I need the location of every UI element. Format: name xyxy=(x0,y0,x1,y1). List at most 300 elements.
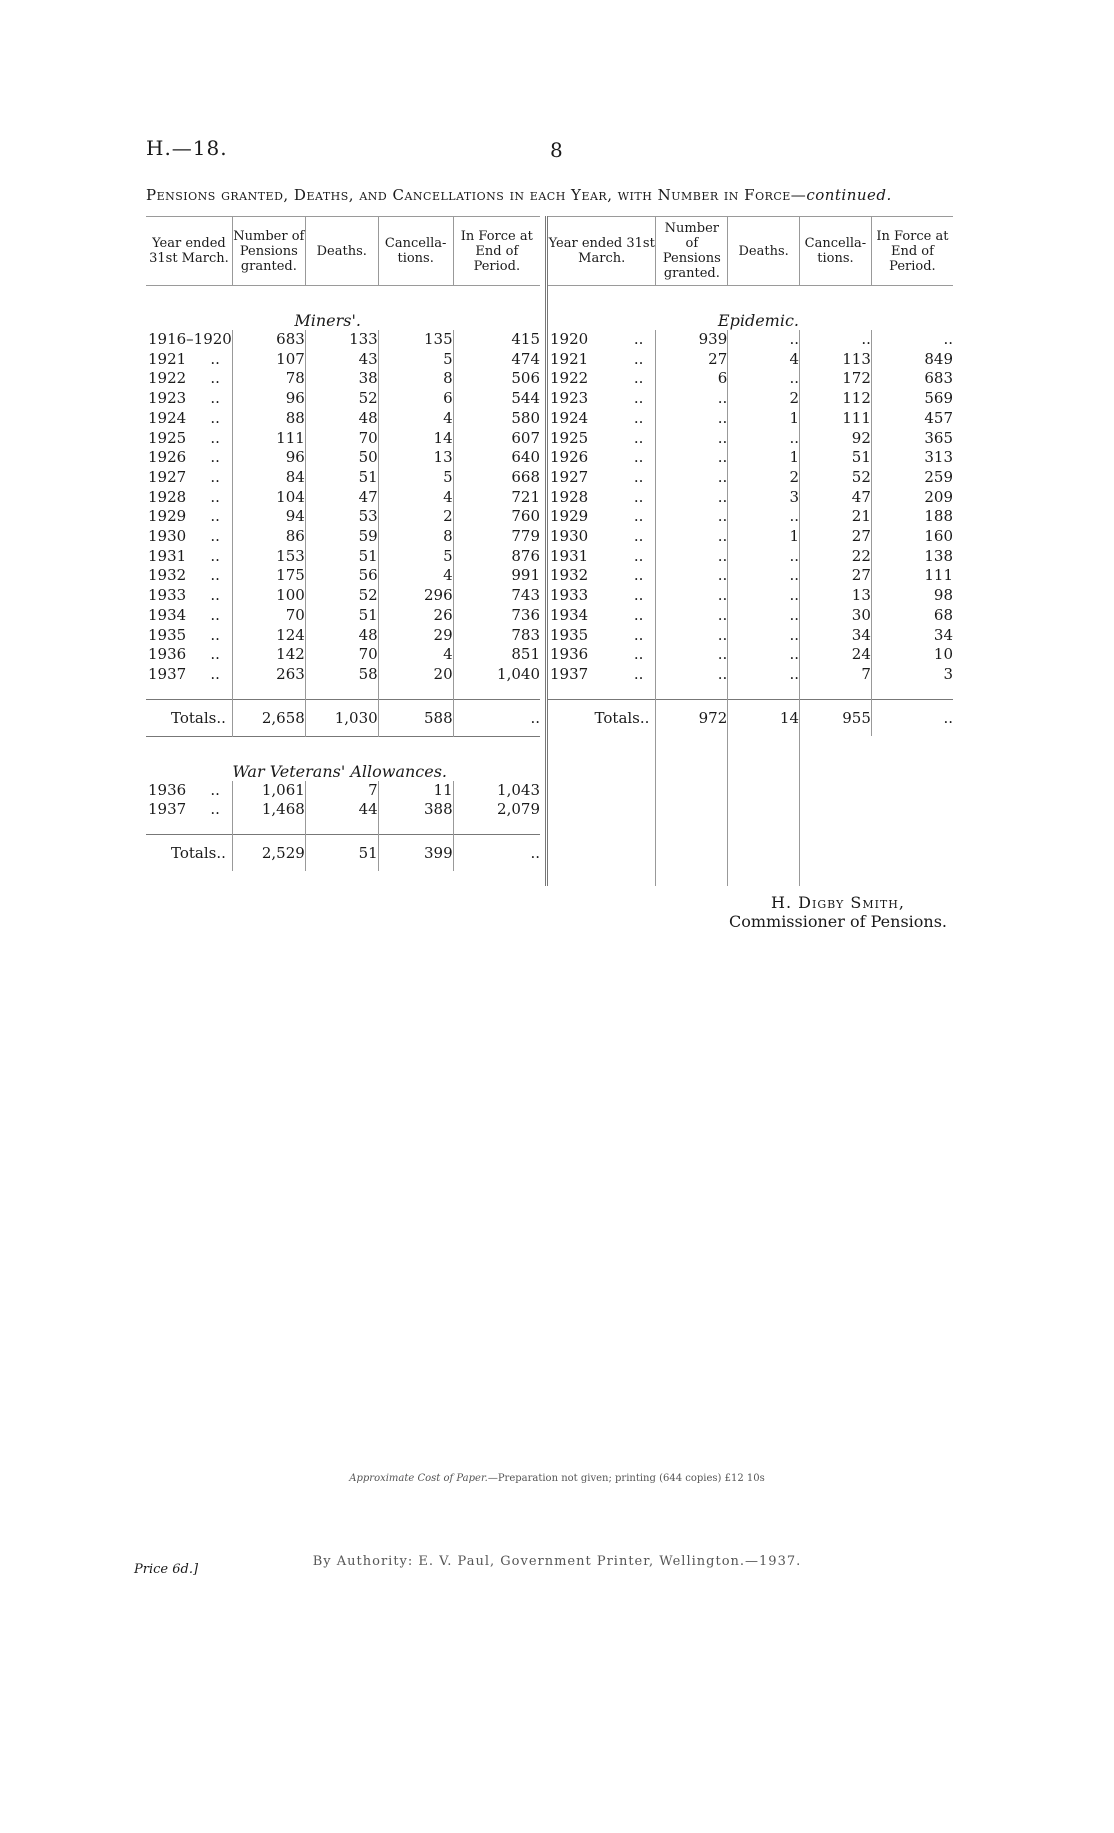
year-cell xyxy=(547,369,656,389)
year-cell xyxy=(146,665,232,685)
granted-cell: 107 xyxy=(232,350,305,370)
granted-cell: 100 xyxy=(232,586,305,606)
epidemic-row xyxy=(547,350,954,370)
epidemic-row xyxy=(547,547,954,567)
granted-cell: .. xyxy=(656,626,728,646)
year-value: 1928 xyxy=(148,487,187,506)
epidemic-row xyxy=(547,409,954,429)
deaths-cell: .. xyxy=(728,586,800,606)
year-cell xyxy=(547,586,656,606)
cancellations-cell: 135 xyxy=(378,330,453,350)
granted-cell: .. xyxy=(656,507,728,527)
year-value: 1934 xyxy=(148,605,187,624)
deaths-cell: .. xyxy=(728,547,800,567)
cancellations-cell: 26 xyxy=(378,606,453,626)
epidemic-row xyxy=(547,586,954,606)
leader-dots: .. xyxy=(210,625,220,644)
granted-cell: 70 xyxy=(232,606,305,626)
cancellations-cell: 92 xyxy=(800,429,872,449)
col-header-deaths: Deaths. xyxy=(305,217,378,286)
deaths-cell: .. xyxy=(728,665,800,685)
leader-dots: .. xyxy=(210,389,220,408)
granted-cell: .. xyxy=(656,389,728,409)
year-value: 1935 xyxy=(550,625,589,644)
epidemic-totals-row xyxy=(547,699,954,736)
in-force-cell: 2,079 xyxy=(453,800,540,820)
year-cell xyxy=(547,665,656,685)
totals-cancellations: 399 xyxy=(378,835,453,872)
year-cell xyxy=(146,586,232,606)
deaths-cell: 1 xyxy=(728,409,800,429)
miners-row xyxy=(146,586,540,606)
epidemic-section-title: Epidemic. xyxy=(717,311,800,330)
cancellations-cell: 113 xyxy=(800,350,872,370)
miners-row xyxy=(146,389,540,409)
leader-dots: .. xyxy=(633,369,644,388)
in-force-cell: 721 xyxy=(453,488,540,508)
cancellations-cell: 2 xyxy=(378,507,453,527)
totals-cancellations: 955 xyxy=(800,699,872,736)
in-force-cell: 849 xyxy=(871,350,953,370)
year-cell xyxy=(146,369,232,389)
signatory-name: H. Digby Smith, xyxy=(771,893,905,912)
in-force-cell: 779 xyxy=(453,527,540,547)
year-value: 1933 xyxy=(148,586,187,605)
epidemic-row xyxy=(547,507,954,527)
in-force-cell: 188 xyxy=(871,507,953,527)
epidemic-row xyxy=(547,566,954,586)
year-value: 1928 xyxy=(550,487,589,506)
in-force-cell: 138 xyxy=(871,547,953,567)
miners-row xyxy=(146,665,540,685)
in-force-cell: 668 xyxy=(453,468,540,488)
leader-dots: .. xyxy=(633,645,644,664)
year-cell xyxy=(146,626,232,646)
granted-cell: .. xyxy=(656,429,728,449)
year-value: 1927 xyxy=(148,467,187,486)
cancellations-cell: 24 xyxy=(800,645,872,665)
year-cell xyxy=(547,606,656,626)
war-veterans-totals-row xyxy=(146,835,540,872)
cancellations-cell: .. xyxy=(800,330,872,350)
in-force-cell: 209 xyxy=(871,488,953,508)
totals-label: Totals.. xyxy=(547,699,656,736)
granted-cell: 84 xyxy=(232,468,305,488)
cancellations-cell: 51 xyxy=(800,448,872,468)
deaths-cell: 53 xyxy=(305,507,378,527)
year-cell xyxy=(146,389,232,409)
year-cell xyxy=(146,448,232,468)
col-header-cancellations: Cancella- tions. xyxy=(378,217,453,286)
in-force-cell: .. xyxy=(871,330,953,350)
year-value: 1926 xyxy=(148,448,187,467)
page-number: 8 xyxy=(550,138,563,162)
granted-cell: 104 xyxy=(232,488,305,508)
cancellations-cell: 388 xyxy=(378,800,453,820)
war-veterans-row xyxy=(146,800,540,820)
year-value: 1935 xyxy=(148,625,187,644)
deaths-cell: 133 xyxy=(305,330,378,350)
title-main: Pensions granted, Deaths, and Cancellations in each Year, with Number in Force— xyxy=(146,186,807,204)
year-cell xyxy=(547,429,656,449)
cancellations-cell: 34 xyxy=(800,626,872,646)
miners-row xyxy=(146,429,540,449)
year-cell xyxy=(547,547,656,567)
totals-cancellations: 588 xyxy=(378,699,453,736)
year-cell xyxy=(547,626,656,646)
granted-cell: .. xyxy=(656,566,728,586)
in-force-cell: 34 xyxy=(871,626,953,646)
year-value: 1924 xyxy=(148,408,187,427)
cancellations-cell: 6 xyxy=(378,389,453,409)
granted-cell: 96 xyxy=(232,389,305,409)
deaths-cell: .. xyxy=(728,566,800,586)
epidemic-row xyxy=(547,389,954,409)
deaths-cell: 4 xyxy=(728,350,800,370)
cancellations-cell: 7 xyxy=(800,665,872,685)
totals-granted: 2,529 xyxy=(232,835,305,872)
granted-cell: 153 xyxy=(232,547,305,567)
year-value: 1924 xyxy=(550,408,589,427)
granted-cell: 88 xyxy=(232,409,305,429)
year-cell xyxy=(146,409,232,429)
leader-dots: .. xyxy=(633,408,644,427)
miners-row xyxy=(146,547,540,567)
cancellations-cell: 27 xyxy=(800,566,872,586)
leader-dots: .. xyxy=(210,369,220,388)
miners-row xyxy=(146,350,540,370)
epidemic-row xyxy=(547,330,954,350)
leader-dots: .. xyxy=(633,625,644,644)
totals-label: Totals.. xyxy=(146,699,232,736)
year-value: 1936 xyxy=(148,645,187,664)
granted-cell: .. xyxy=(656,468,728,488)
in-force-cell: 876 xyxy=(453,547,540,567)
right-table-header xyxy=(547,217,954,286)
cost-label: Approximate Cost of Paper. xyxy=(349,1473,488,1484)
miners-row xyxy=(146,566,540,586)
deaths-cell: 70 xyxy=(305,429,378,449)
year-cell xyxy=(547,350,656,370)
cost-text: —Preparation not given; printing (644 copies) £12 10s xyxy=(487,1473,765,1484)
granted-cell: 86 xyxy=(232,527,305,547)
year-cell xyxy=(146,527,232,547)
leader-dots: .. xyxy=(210,566,220,585)
granted-cell: 939 xyxy=(656,330,728,350)
miners-rows xyxy=(146,330,540,685)
epidemic-row xyxy=(547,665,954,685)
deaths-cell: 51 xyxy=(305,606,378,626)
leader-dots: .. xyxy=(210,487,220,506)
year-value: 1934 xyxy=(550,605,589,624)
cancellations-cell: 8 xyxy=(378,369,453,389)
leader-dots: .. xyxy=(633,527,644,546)
year-value: 1932 xyxy=(550,566,589,585)
leader-dots: .. xyxy=(633,566,644,585)
miners-section-title: Miners'. xyxy=(294,311,361,330)
left-pension-table xyxy=(146,216,540,895)
in-force-cell: 544 xyxy=(453,389,540,409)
leader-dots: .. xyxy=(633,664,644,683)
in-force-cell: 851 xyxy=(453,645,540,665)
epidemic-row xyxy=(547,369,954,389)
epidemic-row xyxy=(547,606,954,626)
year-cell xyxy=(146,330,232,350)
cancellations-cell: 4 xyxy=(378,488,453,508)
deaths-cell: 1 xyxy=(728,527,800,547)
granted-cell: 94 xyxy=(232,507,305,527)
in-force-cell: 160 xyxy=(871,527,953,547)
year-cell xyxy=(547,409,656,429)
deaths-cell: 52 xyxy=(305,586,378,606)
cancellations-cell: 13 xyxy=(800,586,872,606)
epidemic-row xyxy=(547,626,954,646)
cancellations-cell: 5 xyxy=(378,350,453,370)
in-force-cell: 111 xyxy=(871,566,953,586)
deaths-cell: 58 xyxy=(305,665,378,685)
col-header-granted: Number of Pensions granted. xyxy=(656,217,728,286)
epidemic-row xyxy=(547,429,954,449)
year-cell xyxy=(547,566,656,586)
in-force-cell: 98 xyxy=(871,586,953,606)
granted-cell: .. xyxy=(656,488,728,508)
granted-cell: 111 xyxy=(232,429,305,449)
price-label: Price 6d.] xyxy=(134,1562,199,1577)
deaths-cell: 51 xyxy=(305,547,378,567)
deaths-cell: .. xyxy=(728,507,800,527)
in-force-cell: 580 xyxy=(453,409,540,429)
col-header-year: Year ended 31st March. xyxy=(547,217,656,286)
year-value: 1929 xyxy=(148,507,187,526)
year-cell xyxy=(146,507,232,527)
year-value: 1937 xyxy=(148,800,187,819)
year-value: 1922 xyxy=(148,369,187,388)
deaths-cell: .. xyxy=(728,369,800,389)
deaths-cell: 38 xyxy=(305,369,378,389)
cancellations-cell: 4 xyxy=(378,645,453,665)
granted-cell: 96 xyxy=(232,448,305,468)
in-force-cell: 259 xyxy=(871,468,953,488)
in-force-cell: 683 xyxy=(871,369,953,389)
miners-row xyxy=(146,488,540,508)
miners-row xyxy=(146,645,540,665)
totals-deaths: 14 xyxy=(728,699,800,736)
miners-row xyxy=(146,606,540,626)
leader-dots: .. xyxy=(210,800,220,819)
year-cell xyxy=(146,488,232,508)
deaths-cell: .. xyxy=(728,626,800,646)
cancellations-cell: 5 xyxy=(378,547,453,567)
granted-cell: 6 xyxy=(656,369,728,389)
col-header-cancellations: Cancella- tions. xyxy=(800,217,872,286)
granted-cell: .. xyxy=(656,409,728,429)
cost-of-paper-note xyxy=(0,1473,1114,1484)
in-force-cell: 10 xyxy=(871,645,953,665)
year-cell xyxy=(547,507,656,527)
cancellations-cell: 172 xyxy=(800,369,872,389)
granted-cell: .. xyxy=(656,527,728,547)
year-cell xyxy=(146,566,232,586)
epidemic-row xyxy=(547,645,954,665)
year-cell xyxy=(547,389,656,409)
cancellations-cell: 27 xyxy=(800,527,872,547)
year-cell xyxy=(146,781,232,801)
totals-granted: 972 xyxy=(656,699,728,736)
granted-cell: 175 xyxy=(232,566,305,586)
deaths-cell: 1 xyxy=(728,448,800,468)
left-table-header xyxy=(146,217,540,286)
leader-dots: .. xyxy=(210,546,220,565)
leader-dots: .. xyxy=(210,645,220,664)
totals-in-force: .. xyxy=(453,699,540,736)
leader-dots: .. xyxy=(210,428,220,447)
granted-cell: .. xyxy=(656,586,728,606)
leader-dots: .. xyxy=(633,330,644,348)
right-pension-table xyxy=(545,216,953,886)
leader-dots: .. xyxy=(633,605,644,624)
year-cell xyxy=(547,330,656,350)
year-value: 1925 xyxy=(550,428,589,447)
totals-in-force: .. xyxy=(871,699,953,736)
year-value: 1933 xyxy=(550,586,589,605)
deaths-cell: 52 xyxy=(305,389,378,409)
granted-cell: 263 xyxy=(232,665,305,685)
cancellations-cell: 14 xyxy=(378,429,453,449)
cancellations-cell: 13 xyxy=(378,448,453,468)
in-force-cell: 415 xyxy=(453,330,540,350)
in-force-cell: 783 xyxy=(453,626,540,646)
in-force-cell: 457 xyxy=(871,409,953,429)
year-value: 1932 xyxy=(148,566,187,585)
war-veterans-section xyxy=(146,736,540,781)
granted-cell: .. xyxy=(656,448,728,468)
cancellations-cell: 296 xyxy=(378,586,453,606)
in-force-cell: 365 xyxy=(871,429,953,449)
year-cell xyxy=(146,800,232,820)
cancellations-cell: 8 xyxy=(378,527,453,547)
year-value: 1936 xyxy=(148,780,187,799)
granted-cell: 142 xyxy=(232,645,305,665)
granted-cell: .. xyxy=(656,547,728,567)
in-force-cell: 760 xyxy=(453,507,540,527)
year-value: 1936 xyxy=(550,645,589,664)
year-cell xyxy=(547,448,656,468)
year-cell xyxy=(547,468,656,488)
in-force-cell: 991 xyxy=(453,566,540,586)
deaths-cell: 70 xyxy=(305,645,378,665)
leader-dots: .. xyxy=(210,448,220,467)
year-value: 1926 xyxy=(550,448,589,467)
year-value: 1921 xyxy=(550,349,589,368)
cancellations-cell: 22 xyxy=(800,547,872,567)
year-value: 1930 xyxy=(148,527,187,546)
in-force-cell: 1,043 xyxy=(453,781,540,801)
totals-granted: 2,658 xyxy=(232,699,305,736)
in-force-cell: 640 xyxy=(453,448,540,468)
epidemic-row xyxy=(547,448,954,468)
leader-dots: .. xyxy=(210,467,220,486)
year-cell xyxy=(146,429,232,449)
in-force-cell: 569 xyxy=(871,389,953,409)
deaths-cell: 3 xyxy=(728,488,800,508)
title-continued: continued. xyxy=(806,186,892,204)
cancellations-cell: 112 xyxy=(800,389,872,409)
leader-dots: .. xyxy=(633,507,644,526)
miners-row xyxy=(146,369,540,389)
deaths-cell: 2 xyxy=(728,389,800,409)
deaths-cell: 7 xyxy=(305,781,378,801)
deaths-cell: 48 xyxy=(305,409,378,429)
year-cell xyxy=(146,547,232,567)
document-reference: H.—18. xyxy=(146,136,228,160)
cancellations-cell: 30 xyxy=(800,606,872,626)
cancellations-cell: 4 xyxy=(378,409,453,429)
deaths-cell: 47 xyxy=(305,488,378,508)
granted-cell: 1,061 xyxy=(232,781,305,801)
year-value: 1929 xyxy=(550,507,589,526)
leader-dots: .. xyxy=(633,467,644,486)
epidemic-row xyxy=(547,527,954,547)
year-value: 1923 xyxy=(550,389,589,408)
granted-cell: 27 xyxy=(656,350,728,370)
leader-dots: .. xyxy=(633,389,644,408)
in-force-cell: 506 xyxy=(453,369,540,389)
leader-dots: .. xyxy=(210,605,220,624)
leader-dots: .. xyxy=(210,408,220,427)
leader-dots: .. xyxy=(210,664,220,683)
miners-row xyxy=(146,527,540,547)
year-value: 1937 xyxy=(148,664,187,683)
page-title xyxy=(146,186,892,204)
war-veterans-row xyxy=(146,781,540,801)
deaths-cell: 43 xyxy=(305,350,378,370)
miners-row xyxy=(146,468,540,488)
cancellations-cell: 111 xyxy=(800,409,872,429)
year-value: 1923 xyxy=(148,389,187,408)
in-force-cell: 736 xyxy=(453,606,540,626)
miners-row xyxy=(146,409,540,429)
deaths-cell: 56 xyxy=(305,566,378,586)
year-value: 1922 xyxy=(550,369,589,388)
miners-row xyxy=(146,448,540,468)
in-force-cell: 1,040 xyxy=(453,665,540,685)
miners-row xyxy=(146,330,540,350)
miners-row xyxy=(146,626,540,646)
miners-row xyxy=(146,507,540,527)
deaths-cell: 50 xyxy=(305,448,378,468)
year-cell xyxy=(146,468,232,488)
leader-dots: .. xyxy=(633,546,644,565)
year-cell xyxy=(547,645,656,665)
cancellations-cell: 47 xyxy=(800,488,872,508)
deaths-cell: 51 xyxy=(305,468,378,488)
deaths-cell: .. xyxy=(728,330,800,350)
col-header-deaths: Deaths. xyxy=(728,217,800,286)
totals-in-force: .. xyxy=(453,835,540,872)
year-cell xyxy=(146,645,232,665)
col-header-granted: Number of Pensions granted. xyxy=(232,217,305,286)
granted-cell: .. xyxy=(656,645,728,665)
year-cell xyxy=(547,527,656,547)
deaths-cell: .. xyxy=(728,606,800,626)
leader-dots: .. xyxy=(633,487,644,506)
col-header-in-force: In Force at End of Period. xyxy=(453,217,540,286)
printer-imprint: By Authority: E. V. Paul, Government Printer, Wellington.—1937. xyxy=(312,1554,802,1569)
deaths-cell: 59 xyxy=(305,527,378,547)
war-veterans-section-title: War Veterans' Allowances. xyxy=(232,761,448,781)
granted-cell: .. xyxy=(656,606,728,626)
leader-dots: .. xyxy=(633,586,644,605)
